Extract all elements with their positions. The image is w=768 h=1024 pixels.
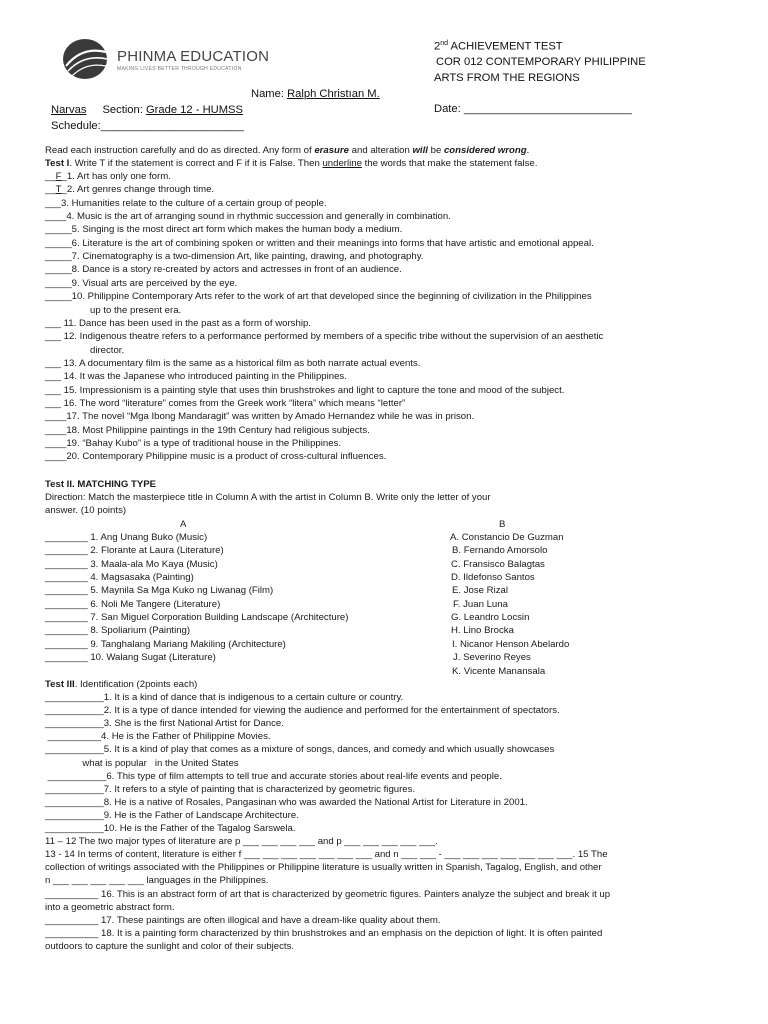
- item-text: ___ 16. The word “literature” comes from the Greek work “litera” which means “letter”: [45, 397, 406, 409]
- item-text: ___ 15. Impressionism is a painting style that uses thin brushstrokes and light to capture the tone and mood of the subject.: [45, 384, 565, 396]
- test3-item: __________ 17. These paintings are often illogical and have a dream-like quality about them.: [45, 914, 441, 926]
- test1-item: [45, 385, 564, 396]
- column-a-item[interactable]: ________ 7. San Miguel Corporation Building Landscape (Architecture): [45, 612, 349, 624]
- name-label: Name:: [251, 88, 288, 100]
- item-text: ___ 11. Dance has been used in the past as a form of worship.: [45, 317, 311, 329]
- course-line-2: ARTS FROM THE REGIONS: [434, 72, 580, 84]
- test1-item: [45, 224, 402, 235]
- test2-direction-2: answer. (10 points): [45, 505, 127, 516]
- test1-item: [45, 425, 370, 436]
- name-value[interactable]: Ralph Christıan M.: [287, 88, 380, 100]
- column-a-item[interactable]: ________ 6. Noli Me Tangere (Literature): [45, 598, 221, 610]
- answer-value[interactable]: T: [55, 184, 62, 196]
- test1-direction-a: . Write T if the statement is correct and F if it is False. Then: [69, 158, 323, 169]
- column-a-item[interactable]: ________ 3. Maala-ala Mo Kaya (Music): [45, 558, 218, 570]
- test1-item: [45, 198, 327, 209]
- test3-title-rest: . Identification (2points each): [74, 679, 198, 690]
- test1-item: [45, 251, 423, 262]
- instr-text-4: .: [526, 145, 530, 156]
- column-b-item: A. Constancio De Guzman: [450, 532, 564, 543]
- test3-item: ___________10. He is the Father of the Tagalog Sarswela.: [45, 823, 296, 834]
- test3-item: ___________5. It is a kind of play that comes as a mixture of songs, dances, and comedy and which usually showcases: [45, 744, 555, 756]
- test1-item: [45, 398, 405, 409]
- test1-item: [45, 238, 594, 249]
- test1-label: Test I: [45, 158, 70, 169]
- column-b-item: C. Fransisco Balagtas: [451, 558, 545, 570]
- test1-item: [45, 411, 474, 422]
- test1-direction: [45, 158, 537, 169]
- date-blank[interactable]: ___________________________: [463, 103, 632, 115]
- test3-item: ___________9. He is the Father of Landscape Architecture.: [45, 809, 299, 821]
- column-b-item: I. Nicanor Henson Abelardo: [452, 638, 570, 650]
- column-a-item[interactable]: ________ 4. Magsasaka (Painting): [45, 572, 194, 584]
- item-text: ____20. Contemporary Philippine music is a product of cross-cultural influences.: [45, 451, 387, 463]
- column-b-item: D. Ildefonso Santos: [451, 572, 535, 584]
- test3-item: outdoors to capture the sunlight and color of their subjects.: [45, 940, 295, 952]
- test3-item: ___________3. She is the first National Artist for Dance.: [45, 718, 284, 730]
- column-b-item: B. Fernando Amorsolo: [452, 545, 548, 557]
- test2-direction-1: Direction: Match the masterpiece title in Column A with the artist in Column B. Write only the letter of your: [45, 492, 491, 503]
- test3-item: n ___ ___ ___ ___ ___ languages in the Philippines.: [45, 875, 269, 887]
- schedule-label: Schedule:: [51, 120, 101, 132]
- test1-item: [45, 171, 171, 182]
- column-b-item: H. Lino Brocka: [451, 625, 514, 637]
- test2-title: Test II. MATCHING TYPE: [45, 479, 157, 490]
- item-text: _____6. Literature is the art of combining spoken or written and their meanings into forms that have artistic and emotional appeal.: [45, 237, 594, 249]
- item-text: _____9. Visual arts are perceived by the eye.: [45, 277, 238, 289]
- course-line-1: COR 012 CONTEMPORARY PHILIPPINE: [436, 56, 646, 68]
- test1-item: [45, 331, 603, 342]
- test1-underline-word: underline: [322, 158, 362, 169]
- test-number-suffix: nd: [440, 40, 449, 47]
- section-value[interactable]: Grade 12 - HUMSS: [145, 104, 243, 116]
- instr-erasure: erasure: [314, 145, 349, 156]
- test1-item: [45, 278, 237, 289]
- column-a-item[interactable]: ________ 1. Ang Unang Buko (Music): [45, 532, 208, 543]
- test3-item: __________4. He is the Father of Philippine Movies.: [45, 731, 271, 743]
- instr-text-3: be: [427, 145, 444, 156]
- test3-item: into a geometric abstract form.: [45, 901, 175, 913]
- item-text: ___ 14. It was the Japanese who introduced painting in the Philippines.: [45, 371, 347, 383]
- surname-value[interactable]: Narvas: [51, 104, 87, 116]
- test1-item: [45, 371, 347, 382]
- instr-will: will: [412, 145, 428, 156]
- date-field: [434, 103, 632, 115]
- test1-item: [90, 305, 181, 316]
- item-text: ____18. Most Philippine paintings in the 19th Century had religious subjects.: [45, 424, 370, 436]
- test1-item: [45, 264, 402, 275]
- schedule-blank[interactable]: _______________________: [100, 120, 244, 132]
- answer-value[interactable]: F: [55, 171, 62, 182]
- column-b-item: K. Vicente Manansala: [452, 665, 546, 677]
- test-title-text: ACHIEVEMENT TEST: [448, 40, 563, 53]
- test3-item: ___________7. It refers to a style of painting that is characterized by geometric figures.: [45, 783, 416, 795]
- item-text: _____7. Cinematography is a two-dimension Art, like painting, drawing, and photography.: [45, 251, 424, 263]
- column-b-item: J. Severino Reyes: [453, 652, 531, 664]
- test3-item: 11 – 12 The two major types of literature are p ___ ___ ___ ___ and p ___ ___ ___ ___ ___.: [45, 836, 438, 848]
- test1-item: [45, 291, 592, 302]
- logo-title: PHINMA EDUCATION: [117, 48, 270, 65]
- column-a-item[interactable]: ________ 5. Maynila Sa Mga Kuko ng Liwanag (Film): [45, 585, 274, 597]
- instr-text-2: and alteration: [348, 145, 413, 156]
- column-a-item[interactable]: ________ 10. Walang Sugat (Literature): [45, 652, 216, 664]
- item-text: ___ 13. A documentary film is the same as a historical film as both narrate actual events.: [45, 357, 421, 369]
- instr-considered-wrong: considered wrong: [443, 145, 527, 156]
- instr-text-1: Read each instruction carefully and do as directed. Any form of: [45, 145, 315, 156]
- item-text: ___3. Humanities relate to the culture of a certain group of people.: [45, 197, 327, 209]
- test3-item: ___________2. It is a type of dance intended for viewing the audience and performed for the entertainment of spectators.: [45, 705, 560, 717]
- test1-item: [45, 184, 214, 195]
- test3-item: collection of writings associated with the Philippines or Philippine literature is usually written in Spanish, Tagalog, English, and other: [45, 862, 602, 874]
- general-instructions: [45, 145, 529, 156]
- item-text: ___ 12. Indigenous theatre refers to a performance performed by members of a specific tribe without the supervision of an aesthetic: [45, 331, 604, 343]
- test-title: [434, 40, 563, 53]
- item-text: _____5. Singing is the most direct art form which makes the human body a medium.: [45, 224, 403, 236]
- item-text: _____10. Philippine Contemporary Arts refer to the work of art that developed since the beginning of civilization in the Philippines: [45, 291, 592, 303]
- phinma-globe-icon: [62, 38, 108, 80]
- test3-item: __________ 18. It is a painting form characterized by thin brushstrokes and an emphasis on the depiction of light. It is often painted: [45, 927, 603, 939]
- test1-item: [45, 438, 341, 449]
- column-b-item: E. Jose Rizal: [452, 585, 508, 597]
- column-a-item[interactable]: ________ 9. Tanghalang Mariang Makiling (Architecture): [45, 638, 286, 650]
- section-label: Section:: [102, 104, 146, 116]
- column-a-item[interactable]: ________ 8. Spoliarium (Painting): [45, 625, 191, 637]
- test3-item: __________ 16. This is an abstract form of art that is characterized by geometric figures. Painters analyze the subject and break it up: [45, 888, 611, 900]
- column-b-item: F. Juan Luna: [453, 598, 508, 610]
- item-text: ____19. “Bahay Kubo” is a type of traditional house in the Philippines.: [45, 438, 342, 449]
- column-a-header: A: [180, 519, 187, 530]
- date-label: Date:: [434, 103, 464, 115]
- answer-pre: __: [45, 171, 56, 182]
- test1-item: [45, 358, 420, 369]
- test1-item: [45, 318, 311, 329]
- logo-tagline: MAKING LIVES BETTER THROUGH EDUCATION: [117, 66, 242, 72]
- test3-item: ___________6. This type of film attempts to tell true and accurate stories about real-life events and people.: [45, 770, 502, 782]
- schedule-field: [51, 120, 244, 132]
- column-a-item[interactable]: ________ 2. Florante at Laura (Literature): [45, 545, 224, 557]
- answer-pre: __: [45, 184, 56, 196]
- item-text: up to the present era.: [90, 304, 182, 316]
- test3-title: [45, 679, 197, 690]
- item-text: _1. Art has only one form.: [61, 171, 171, 182]
- item-text: director.: [90, 344, 125, 356]
- item-text: _2. Art genres change through time.: [61, 184, 215, 196]
- item-text: _____8. Dance is a story re-created by actors and actresses in front of an audience.: [45, 264, 402, 276]
- column-b-item: G. Leandro Locsin: [451, 612, 530, 624]
- phinma-logo: [62, 38, 282, 82]
- column-b-header: B: [499, 519, 506, 530]
- name-field: [251, 88, 380, 100]
- test3-item: what is popular in the United States: [45, 757, 239, 769]
- item-text: ____4. Music is the art of arranging sound in rhythmic succession and generally in combination.: [45, 211, 451, 223]
- item-text: ____17. The novel “Mga Ibong Mandaragit” was written by Amado Hernandez while he was in prison.: [45, 411, 475, 423]
- test1-item: [45, 211, 451, 222]
- section-line: [51, 104, 243, 116]
- test3-item: ___________1. It is a kind of dance that is indigenous to a certain culture or country.: [45, 692, 404, 703]
- test1-item: [45, 451, 386, 462]
- test3-item: 13 - 14 In terms of content, literature is either f ___ ___ ___ ___ ___ ___ ___ and n ___ ___ - ___ ___ ___ ___ ___ ___ ___. 15 The: [45, 849, 608, 861]
- test-number: 2: [434, 40, 441, 53]
- test1-item: [90, 345, 124, 356]
- test3-item: ___________8. He is a native of Rosales, Pangasinan who was awarded the National Artist for Literature in 2001.: [45, 796, 528, 808]
- test3-title-bold: Test III: [45, 679, 75, 690]
- test1-direction-b: the words that make the statement false.: [361, 158, 538, 169]
